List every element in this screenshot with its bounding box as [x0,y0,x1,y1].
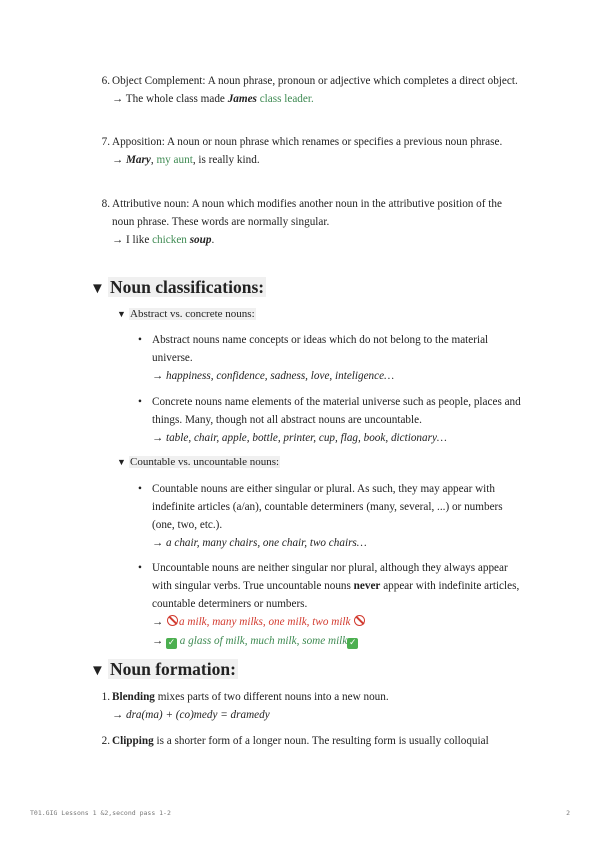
term-definition: is a shorter form of a longer noun. The resulting form is usually colloquial [153,735,489,747]
wrong-example-text: a milk, many milks, one milk, two milk [178,616,354,629]
example-highlight: class leader. [259,93,314,106]
list-item-attributive-noun [101,195,522,249]
arrow-icon: → [152,432,164,445]
list-number: 8. [101,198,110,210]
check-mark-icon: ✓ [167,637,176,648]
arrow-icon: → [152,634,164,647]
example-line [112,231,522,249]
example-text: . [211,234,215,247]
heading-text: Noun classifications: [110,277,265,297]
example-text: , is really kind. [192,154,260,167]
example-line [112,90,522,108]
bullet-text: Uncountable nouns are neither singular nor plural, although they always appear with singular verbs. True uncountable nouns [152,562,508,593]
prohibited-icon [167,615,178,626]
list-item-object-complement [101,72,522,108]
list-item-clipping [101,732,522,750]
example-line [152,429,524,447]
bullet-text: appear with indefinite articles, countable determiners or numbers. [152,580,520,611]
toggle-triangle-icon[interactable]: ▼ [90,281,105,297]
example-line [112,706,522,724]
example-bold: Mary [125,154,151,167]
bullet-text: Countable nouns are either singular or plural. As such, they may appear with indefinite articles (a/an), countable determiners (many, several, ...) or numbers (one, two, etc.). [152,483,503,532]
example-highlight: my aunt [156,154,193,167]
list-number: 1. [101,691,110,703]
term-definition: A noun phrase, pronoun or adjective which completes a direct object. [207,75,518,87]
arrow-icon: → [152,370,164,383]
example-text: happiness, confidence, sadness, love, inteligence… [165,370,395,383]
arrow-icon: → [112,234,126,247]
example-line [112,151,522,169]
bullet-text: Concrete nouns name elements of the material universe such as people, places and things. Many, though not all abstract nouns are uncountable. [152,396,521,427]
right-example-text: a glass of milk, much milk, some milk [176,634,348,647]
bullet-countable-nouns [138,480,524,553]
example-highlight: chicken [152,234,187,247]
example-text: dra(ma) + (co)medy = dramedy [125,709,270,722]
example-sep: , [150,154,157,167]
term-definition: mixes parts of two different nouns into a new noun. [154,691,389,703]
page-number: 2 [566,809,570,817]
toggle-abstract-concrete[interactable] [117,306,256,324]
bullet-dot-icon: • [138,334,142,346]
list-number: 2. [101,735,110,747]
toggle-title: Abstract vs. concrete nouns: [130,308,255,320]
term-bold: Blending [112,691,155,703]
example-line [152,367,524,385]
arrow-icon: → [152,537,164,550]
toggle-triangle-icon[interactable]: ▼ [90,663,105,679]
example-bold: soup [189,234,212,247]
arrow-icon: → [152,616,164,629]
arrow-icon: → [112,93,126,106]
toggle-title: Countable vs. uncountable nouns: [130,456,280,468]
right-example-line [152,632,524,650]
bullet-dot-icon: • [138,562,142,574]
bullet-text: Abstract nouns name concepts or ideas which do not belong to the material universe. [152,334,489,365]
toggle-countable-uncountable[interactable] [117,454,280,472]
bullet-abstract-nouns [138,331,524,385]
bullet-uncountable-nouns [138,559,524,650]
bullet-dot-icon: • [138,396,142,408]
heading-noun-classifications[interactable] [90,277,266,298]
prohibited-icon [354,615,365,626]
bullet-text-bold: never [353,580,381,593]
arrow-icon: → [112,709,124,722]
term-title: Object Complement: [112,75,208,87]
term-title: Apposition: [112,136,168,148]
toggle-triangle-icon[interactable]: ▼ [117,457,126,467]
arrow-icon: → [112,154,126,167]
list-item-apposition [101,133,522,169]
list-number: 6. [101,75,110,87]
example-text: I like [125,234,153,247]
term-definition: A noun which modifies another noun in the attributive position of the noun phrase. These words are normally singular. [112,198,502,229]
wrong-example-line [152,613,524,631]
term-definition: A noun or noun phrase which renames or specifies a previous noun phrase. [167,136,503,148]
term-bold: Clipping [112,735,154,747]
example-bold: James [227,93,257,106]
list-item-blending [101,688,522,724]
bullet-dot-icon: • [138,483,142,495]
footer-title: T01.GIG Lessons 1 &2,second pass 1-2 [30,809,171,817]
heading-noun-formation[interactable] [90,659,238,680]
bullet-concrete-nouns [138,393,524,447]
example-text: table, chair, apple, bottle, printer, cup, flag, book, dictionary… [165,432,447,445]
example-text: The whole class made [125,93,228,106]
example-line [152,534,524,552]
check-mark-icon: ✓ [348,637,357,648]
term-title: Attributive noun: [112,198,192,210]
heading-text: Noun formation: [110,659,236,679]
example-text: a chair, many chairs, one chair, two chairs… [165,537,367,550]
toggle-triangle-icon[interactable]: ▼ [117,309,126,319]
page-footer [30,808,570,819]
list-number: 7. [101,136,110,148]
